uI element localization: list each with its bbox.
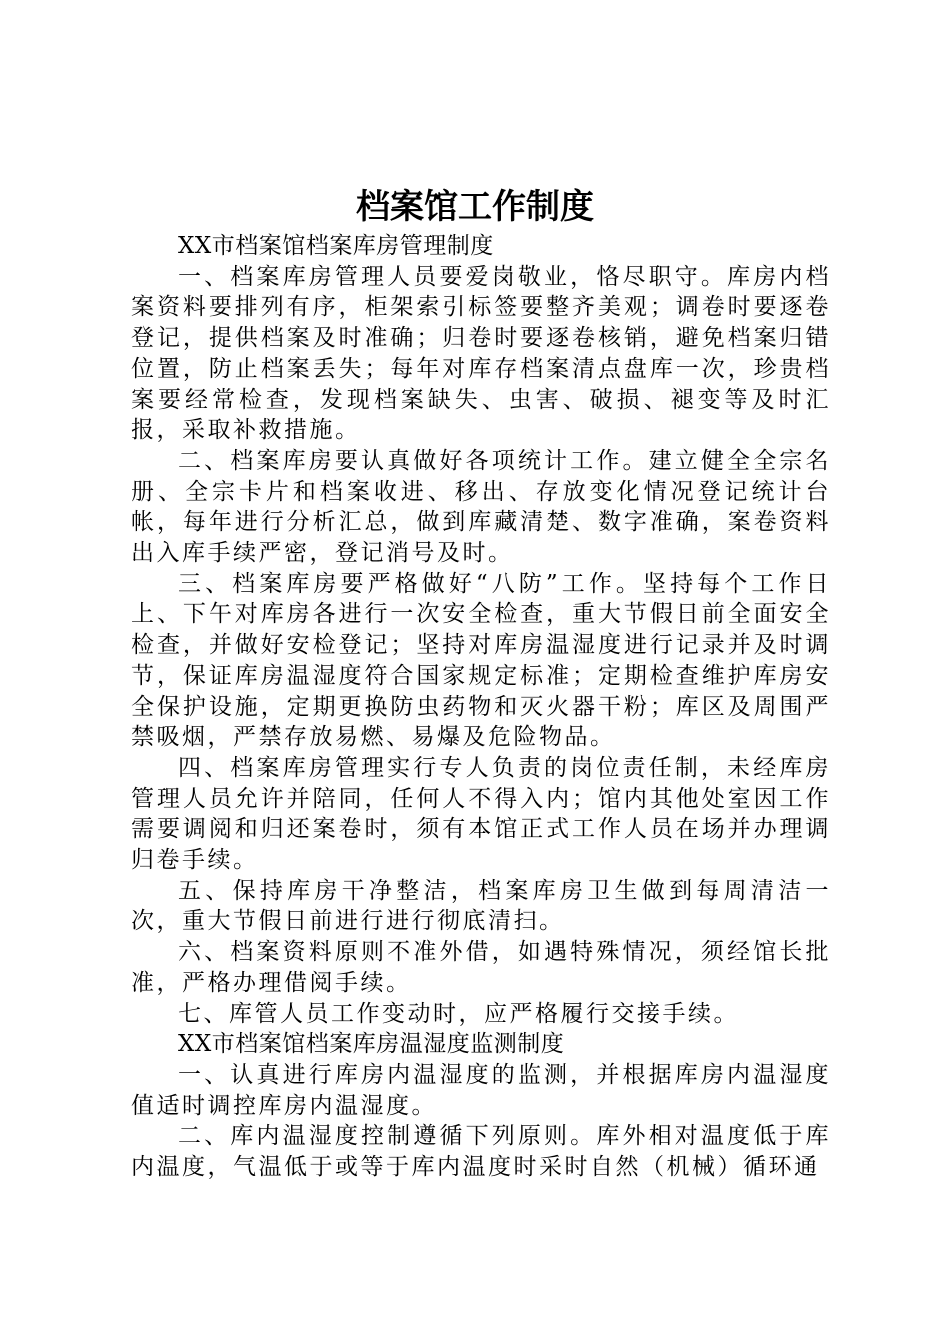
paragraph-rule-4: 四、档案库房管理实行专人负责的岗位责任制，未经库房管理人员允许并陪同，任何人不得入内；馆内其他处室因工作需要调阅和归还案卷时，须有本馆正式工作人员在场并办理调归卷手续。 bbox=[131, 754, 831, 874]
paragraph-rule-5: 五、保持库房干净整洁，档案库房卫生做到每周清洁一次，重大节假日前进行进行彻底清扫。 bbox=[131, 877, 831, 935]
document-title: 档案馆工作制度 bbox=[356, 187, 594, 227]
paragraph-rule-3: 三、档案库房要严格做好“八防”工作。坚持每个工作日上、下午对库房各进行一次安全检查，重大节假日前全面安全检查，并做好安检登记；坚持对库房温湿度进行记录并及时调节，保证库房温湿度符合国家规定标准；定期检查维护库房安全保护设施，定期更换防虫药物和灭火器干粉；库区及周围严禁吸烟，严禁存放易燃、易爆及危险物品。 bbox=[131, 570, 831, 751]
paragraph-rule-6: 六、档案资料原则不准外借，如遇特殊情况，须经馆长批准，严格办理借阅手续。 bbox=[131, 939, 831, 996]
document-body bbox=[131, 231, 831, 1183]
section-heading-humidity-rules: XX市档案馆档案库房温湿度监测制度 bbox=[178, 1031, 565, 1058]
paragraph-rule-7: 七、库管人员工作变动时，应严格履行交接手续。 bbox=[178, 1000, 739, 1027]
paragraph-humidity-2: 二、库内温湿度控制遵循下列原则。库外相对温度低于库内温度，气温低于或等于库内温度时采时自然（机械）循环通 bbox=[131, 1123, 831, 1181]
paragraph-rule-1: 一、档案库房管理人员要爱岗敬业，恪尽职守。库房内档案资料要排列有序，柜架索引标签要整齐美观；调卷时要逐卷登记，提供档案及时准确；归卷时要逐卷核销，避免档案归错位置，防止档案丢失；每年对库存档案清点盘库一次，珍贵档案要经常检查，发现档案缺失、虫害、破损、褪变等及时汇报，采取补救措施。 bbox=[131, 263, 831, 444]
paragraph-rule-2: 二、档案库房要认真做好各项统计工作。建立健全全宗名册、全宗卡片和档案收进、移出、存放变化情况登记统计台帐，每年进行分析汇总，做到库藏清楚、数字准确，案卷资料出入库手续严密，登记消号及时。 bbox=[131, 447, 831, 567]
section-heading-storage-rules: XX市档案馆档案库房管理制度 bbox=[178, 233, 494, 259]
paragraph-humidity-1: 一、认真进行库房内温湿度的监测，并根据库房内温湿度值适时调控库房内温湿度。 bbox=[131, 1061, 831, 1119]
